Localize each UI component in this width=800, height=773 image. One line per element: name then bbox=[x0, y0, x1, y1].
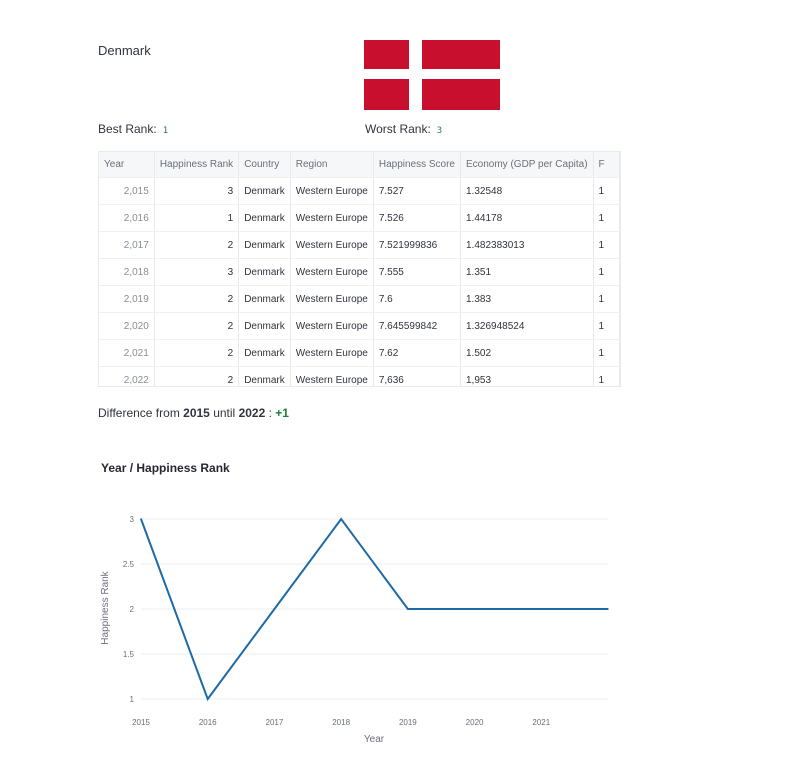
table-cell: 7.645599842 bbox=[373, 313, 460, 340]
data-point[interactable] bbox=[474, 608, 476, 610]
table-row[interactable] bbox=[99, 205, 620, 232]
data-point[interactable] bbox=[407, 608, 409, 610]
table-cell: Denmark bbox=[239, 259, 291, 286]
difference-summary bbox=[98, 406, 289, 420]
table-cell: Western Europe bbox=[290, 340, 373, 367]
table-cell: 7.555 bbox=[373, 259, 460, 286]
difference-to-year: 2022 bbox=[238, 406, 266, 420]
table-cell: Western Europe bbox=[290, 286, 373, 313]
table-cell: 1.351 bbox=[461, 259, 594, 286]
denmark-flag bbox=[364, 40, 500, 110]
table-cell: 1.44178 bbox=[461, 205, 594, 232]
data-table[interactable] bbox=[98, 151, 621, 387]
worst-rank-label: Worst Rank: bbox=[365, 122, 431, 136]
table-cell: Denmark bbox=[239, 232, 291, 259]
table-cell: 7.526 bbox=[373, 205, 460, 232]
y-tick-label: 1 bbox=[129, 695, 134, 704]
table-row[interactable] bbox=[99, 286, 620, 313]
x-tick-label: 2018 bbox=[332, 718, 351, 727]
table-cell: 7.527 bbox=[373, 178, 460, 205]
chart-title: Year / Happiness Rank bbox=[101, 461, 230, 475]
table-row[interactable] bbox=[99, 178, 620, 205]
table-cell: 2 bbox=[154, 367, 238, 388]
column-header[interactable]: F bbox=[593, 152, 619, 178]
table-cell: 1.32548 bbox=[461, 178, 594, 205]
table-row[interactable] bbox=[99, 232, 620, 259]
table-cell: 2 bbox=[154, 340, 238, 367]
column-header[interactable]: Region bbox=[290, 152, 373, 178]
data-point[interactable] bbox=[207, 698, 209, 700]
table-cell: Denmark bbox=[239, 367, 291, 388]
table-cell: Denmark bbox=[239, 340, 291, 367]
table-cell: 2 bbox=[154, 232, 238, 259]
table-cell: 2,016 bbox=[99, 205, 154, 232]
data-point[interactable] bbox=[607, 608, 609, 610]
column-header[interactable]: Happiness Rank bbox=[154, 152, 238, 178]
x-tick-label: 2021 bbox=[532, 718, 551, 727]
worst-rank bbox=[365, 122, 442, 136]
y-axis-label: Happiness Rank bbox=[100, 571, 111, 645]
table-cell: 1 bbox=[593, 205, 619, 232]
table-cell: 7.62 bbox=[373, 340, 460, 367]
table-cell: 2,020 bbox=[99, 313, 154, 340]
data-point[interactable] bbox=[274, 608, 276, 610]
country-name: Denmark bbox=[98, 43, 151, 58]
flag-cross-horizontal bbox=[364, 69, 500, 79]
difference-from-year: 2015 bbox=[183, 406, 210, 420]
difference-middle: until bbox=[213, 406, 236, 420]
table-cell: 2 bbox=[154, 313, 238, 340]
table-cell: 1.383 bbox=[461, 286, 594, 313]
best-rank bbox=[98, 122, 168, 136]
table-cell: Denmark bbox=[239, 205, 291, 232]
table-row[interactable] bbox=[99, 340, 620, 367]
difference-value: +1 bbox=[275, 406, 289, 420]
table-cell: Denmark bbox=[239, 313, 291, 340]
table-cell: 1 bbox=[593, 367, 619, 388]
table-cell: 1.326948524 bbox=[461, 313, 594, 340]
table-row[interactable] bbox=[99, 259, 620, 286]
x-tick-label: 2020 bbox=[465, 718, 484, 727]
table-cell: Western Europe bbox=[290, 313, 373, 340]
x-tick-label: 2017 bbox=[265, 718, 284, 727]
table-cell: 2,019 bbox=[99, 286, 154, 313]
table-row[interactable] bbox=[99, 367, 620, 388]
difference-prefix: Difference from bbox=[98, 406, 180, 420]
table-cell: 1 bbox=[593, 232, 619, 259]
table-cell: 2,018 bbox=[99, 259, 154, 286]
column-header[interactable]: Happiness Score bbox=[373, 152, 460, 178]
x-tick-labels bbox=[132, 718, 551, 727]
best-rank-value: 1 bbox=[162, 126, 169, 136]
data-point[interactable] bbox=[540, 608, 542, 610]
worst-rank-value: 3 bbox=[436, 126, 443, 136]
table-cell: Western Europe bbox=[290, 205, 373, 232]
column-header[interactable]: Year bbox=[99, 152, 154, 178]
table-cell: 2,015 bbox=[99, 178, 154, 205]
y-tick-label: 2.5 bbox=[122, 560, 134, 569]
table-cell: 1,953 bbox=[461, 367, 594, 388]
table-cell: 7.521999836 bbox=[373, 232, 460, 259]
table-cell: 7,636 bbox=[373, 367, 460, 388]
x-tick-label: 2019 bbox=[398, 718, 417, 727]
table-cell: 2 bbox=[154, 286, 238, 313]
table-cell: 1 bbox=[154, 205, 238, 232]
table-cell: 2,022 bbox=[99, 367, 154, 388]
table-cell: 3 bbox=[154, 259, 238, 286]
column-header[interactable]: Country bbox=[239, 152, 291, 178]
table-cell: Western Europe bbox=[290, 232, 373, 259]
table-header-row bbox=[99, 152, 620, 178]
table-cell: Western Europe bbox=[290, 259, 373, 286]
table-cell: 1 bbox=[593, 178, 619, 205]
table-cell: 1 bbox=[593, 313, 619, 340]
x-tick-label: 2016 bbox=[198, 718, 217, 727]
data-point[interactable] bbox=[340, 518, 342, 520]
table-cell: Western Europe bbox=[290, 178, 373, 205]
table-cell: Denmark bbox=[239, 178, 291, 205]
y-tick-label: 3 bbox=[129, 515, 134, 524]
table-cell: 1 bbox=[593, 259, 619, 286]
table-cell: 2,021 bbox=[99, 340, 154, 367]
table-cell: 3 bbox=[154, 178, 238, 205]
x-tick-label: 2015 bbox=[132, 718, 150, 727]
x-axis-label: Year bbox=[363, 734, 385, 745]
table-cell: 1.502 bbox=[461, 340, 594, 367]
line-chart[interactable] bbox=[0, 490, 800, 760]
table-cell: 1.482383013 bbox=[461, 232, 594, 259]
table-cell: Western Europe bbox=[290, 367, 373, 388]
best-rank-label: Best Rank: bbox=[98, 122, 157, 136]
y-tick-labels bbox=[123, 515, 135, 704]
table-cell: 7.6 bbox=[373, 286, 460, 313]
y-tick-label: 2 bbox=[129, 605, 134, 614]
table-cell: 1 bbox=[593, 340, 619, 367]
table-cell: 2,017 bbox=[99, 232, 154, 259]
table-row[interactable] bbox=[99, 313, 620, 340]
difference-separator: : bbox=[268, 406, 272, 420]
y-tick-label: 1.5 bbox=[122, 650, 134, 659]
data-point[interactable] bbox=[140, 518, 142, 520]
table-cell: Denmark bbox=[239, 286, 291, 313]
column-header[interactable]: Economy (GDP per Capita) bbox=[461, 152, 594, 178]
table-cell: 1 bbox=[593, 286, 619, 313]
